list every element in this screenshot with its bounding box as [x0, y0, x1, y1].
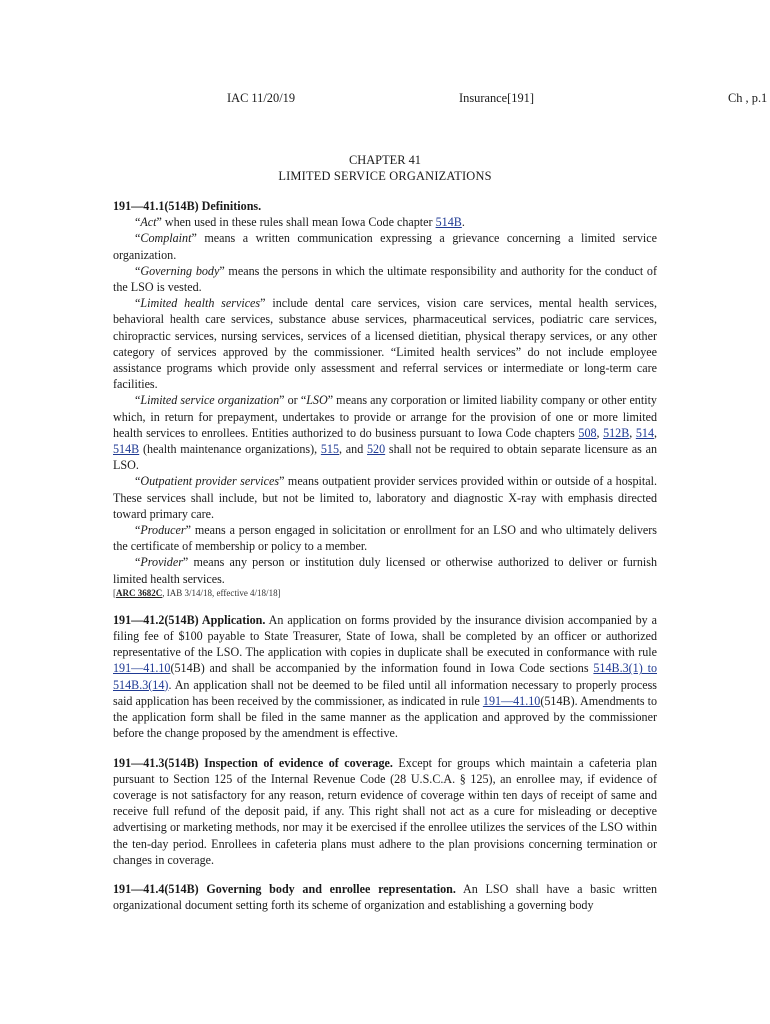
rule-text: (514B) and shall be accompanied by the information found in Iowa Code sections [170, 661, 594, 676]
rule-text: (514B). Amendments to the application form shall be filed in the same manner as the application and approved by the commissioner before the change proposed by the amendment is effective. [113, 693, 658, 741]
code-link[interactable]: 514B [113, 442, 140, 457]
document-body [113, 198, 657, 913]
page-header-center: Insurance[191] [459, 91, 534, 105]
history-text: , IAB 3/14/18, effective 4/18/18] [162, 587, 281, 598]
term: Outpatient provider services [140, 474, 280, 489]
rule-text: An application on forms provided by the insurance division accompanied by a filing fee of $100 payable to State Treasurer, State of Iowa, shall be completed by an officer or authorized representative of the LSO. The application with copies in duplicate shall be executed in conformance with rule [113, 612, 657, 660]
page-header-left: IAC 11/20/19 [227, 91, 296, 105]
term: Producer [140, 523, 186, 538]
term: Limited health services [140, 296, 261, 311]
history-note [113, 587, 657, 599]
definition-text: means any corporation or limited liability company or other entity which, in return for prepayment, undertakes to provide or arrange for the provision of one or more limited health services to enrollees. Entities authorized to do business pursuant to Iowa Code chapters [113, 393, 657, 440]
code-link[interactable]: 512B [603, 425, 630, 440]
definition-limited-health-services: “Limited health services” include dental care services, vision care services, mental health services, behavioral health care services, substance abuse services, pharmaceutical services, podiatric care services, chiropractic services, nursing services, services of a licensed dietitian, physical therapy services, or any other category of services approved by the commissioner. “Limited health services” do not include employee assistance programs which provide only assessment and referral services or intermediate or long-term care facilities. [113, 296, 657, 392]
rule-text: . An application shall not be deemed to be filed until all information necessary to properly process said application has been received by the commissioner, as indicated in rule [113, 677, 657, 708]
term: LSO [306, 393, 328, 408]
definition-text: (health maintenance organizations), [139, 442, 321, 457]
definition-text: include dental care services, vision care services, mental health services, behavioral health care services, substance abuse services, pharmaceutical services, podiatric care services, chiropractic services, nursing services, services of a licensed dietitian, physical therapy services, or any other category of services approved by the commissioner. “Limited health services” do not include employee assistance programs which provide only assessment and referral services or intermediate or long-term care facilities. [113, 296, 657, 392]
definition-text: means outpatient provider services provided within or outside of a hospital. These services shall include, but not be limited to, laboratory and diagnostic X-ray with emphasis directed toward primary care. [113, 474, 657, 521]
definition-lso: “Limited service organization” or “LSO” means any corporation or limited liability company or other entity which, in return for prepayment, undertakes to provide or arrange for the provision of one or more limited health services to enrollees. Entities authorized to do business pursuant to Iowa Code chapters 508, 512B, 514, 514B (health maintenance organizations), 515, and 520 shall not be required to obtain separate licensure as an LSO. [113, 393, 658, 473]
definition-text: when used in these rules shall mean Iowa Code chapter [161, 215, 436, 230]
definition-outpatient-provider-services: “Outpatient provider services” means outpatient provider services provided within or outside of a hospital. These services shall include, but not be limited to, laboratory and diagnostic X-ray with emphasis directed toward primary care. [113, 474, 657, 521]
term: Limited service organization [140, 393, 280, 408]
code-section-link[interactable]: 514B.3(1) to 514B.3(14) [113, 661, 657, 692]
rule-text: An LSO shall have a basic written organizational document setting forth its scheme of organization and establishing a governing body [113, 881, 657, 913]
rule-41-1 [113, 198, 657, 599]
rule-paragraph [113, 881, 657, 913]
history-bracket: [ [113, 587, 116, 598]
term: Act [140, 215, 157, 230]
term: Provider [140, 555, 183, 570]
rule-heading: 191—41.3(514B) Inspection of evidence of coverage. [113, 755, 393, 770]
code-link[interactable]: 508 [578, 425, 597, 440]
definition-text: or “ [284, 393, 307, 408]
definition-text: shall not be required to obtain separate licensure as an LSO. [113, 442, 657, 473]
definition-text: means any person or institution duly licensed or otherwise authorized to deliver or furnish limited health services. [113, 555, 657, 586]
page-header-right: Ch , p.1 [728, 91, 768, 105]
code-link[interactable]: 514 [635, 425, 654, 440]
definition-producer: “Producer” means a person engaged in solicitation or enrollment for an LSO and who ultimately delivers the certificate of membership or policy to a member. [113, 523, 657, 554]
chapter-title: LIMITED SERVICE ORGANIZATIONS [278, 169, 492, 183]
rule-41-3 [113, 755, 657, 868]
rule-heading: 191—41.2(514B) Application. [113, 612, 266, 627]
definition-complaint: “Complaint” means a written communication expressing a grievance concerning a limited service organization. [113, 231, 657, 262]
rule-41-2 [113, 612, 657, 742]
arc-link[interactable]: ARC 3682C [116, 587, 163, 598]
rule-heading-text: 191—41.1(514B) Definitions. [113, 199, 262, 213]
rule-paragraph [113, 612, 657, 742]
rule-heading: 191—41.4(514B) Governing body and enrollee representation. [113, 881, 456, 896]
definition-text: means a written communication expressing a grievance concerning a limited service organization. [113, 231, 657, 262]
code-link[interactable]: 520 [367, 442, 386, 457]
definition-governing-body: “Governing body” means the persons in which the ultimate responsibility and authority for the conduct of the LSO is vested. [113, 263, 657, 295]
rule-paragraph [113, 755, 657, 868]
term: Complaint [140, 231, 192, 246]
chapter-number: CHAPTER 41 [349, 153, 421, 167]
definition-text: , and [339, 442, 367, 457]
rule-heading [113, 198, 657, 214]
rule-41-4 [113, 881, 657, 913]
code-link[interactable]: 514B [435, 215, 462, 230]
term: Governing body [140, 263, 220, 278]
definition-text: means a person engaged in solicitation or enrollment for an LSO and who ultimately delivers the certificate of membership or policy to a member. [113, 523, 657, 554]
definition-text: means the persons in which the ultimate responsibility and authority for the conduct of the LSO is vested. [113, 263, 657, 295]
rule-link[interactable]: 191—41.10 [482, 693, 541, 708]
definition-provider: “Provider” means any person or institution duly licensed or otherwise authorized to deliver or furnish limited health services. [113, 555, 657, 586]
rule-link[interactable]: 191—41.10 [113, 661, 171, 676]
code-link[interactable]: 515 [320, 442, 340, 457]
definition-act: “Act” when used in these rules shall mean Iowa Code chapter 514B. [135, 215, 465, 230]
rule-text: Except for groups which maintain a cafeteria plan pursuant to Section 125 of the Internal Revenue Code (28 U.S.C.A. § 125), an enrollee may, if evidence of coverage is not satisfactory for any reason, return evidence of coverage within ten days of receipt of same and receive full refund of the deposit paid, if any. This right shall not act as a cure for misleading or deceptive advertising or marketing methods, nor may it be exercised if the enrollee utilizes the services of the LSO within the ten-day period. Enrollees in cafeteria plans must adhere to the plan provisions concerning termination or changes in coverage. [113, 755, 658, 867]
